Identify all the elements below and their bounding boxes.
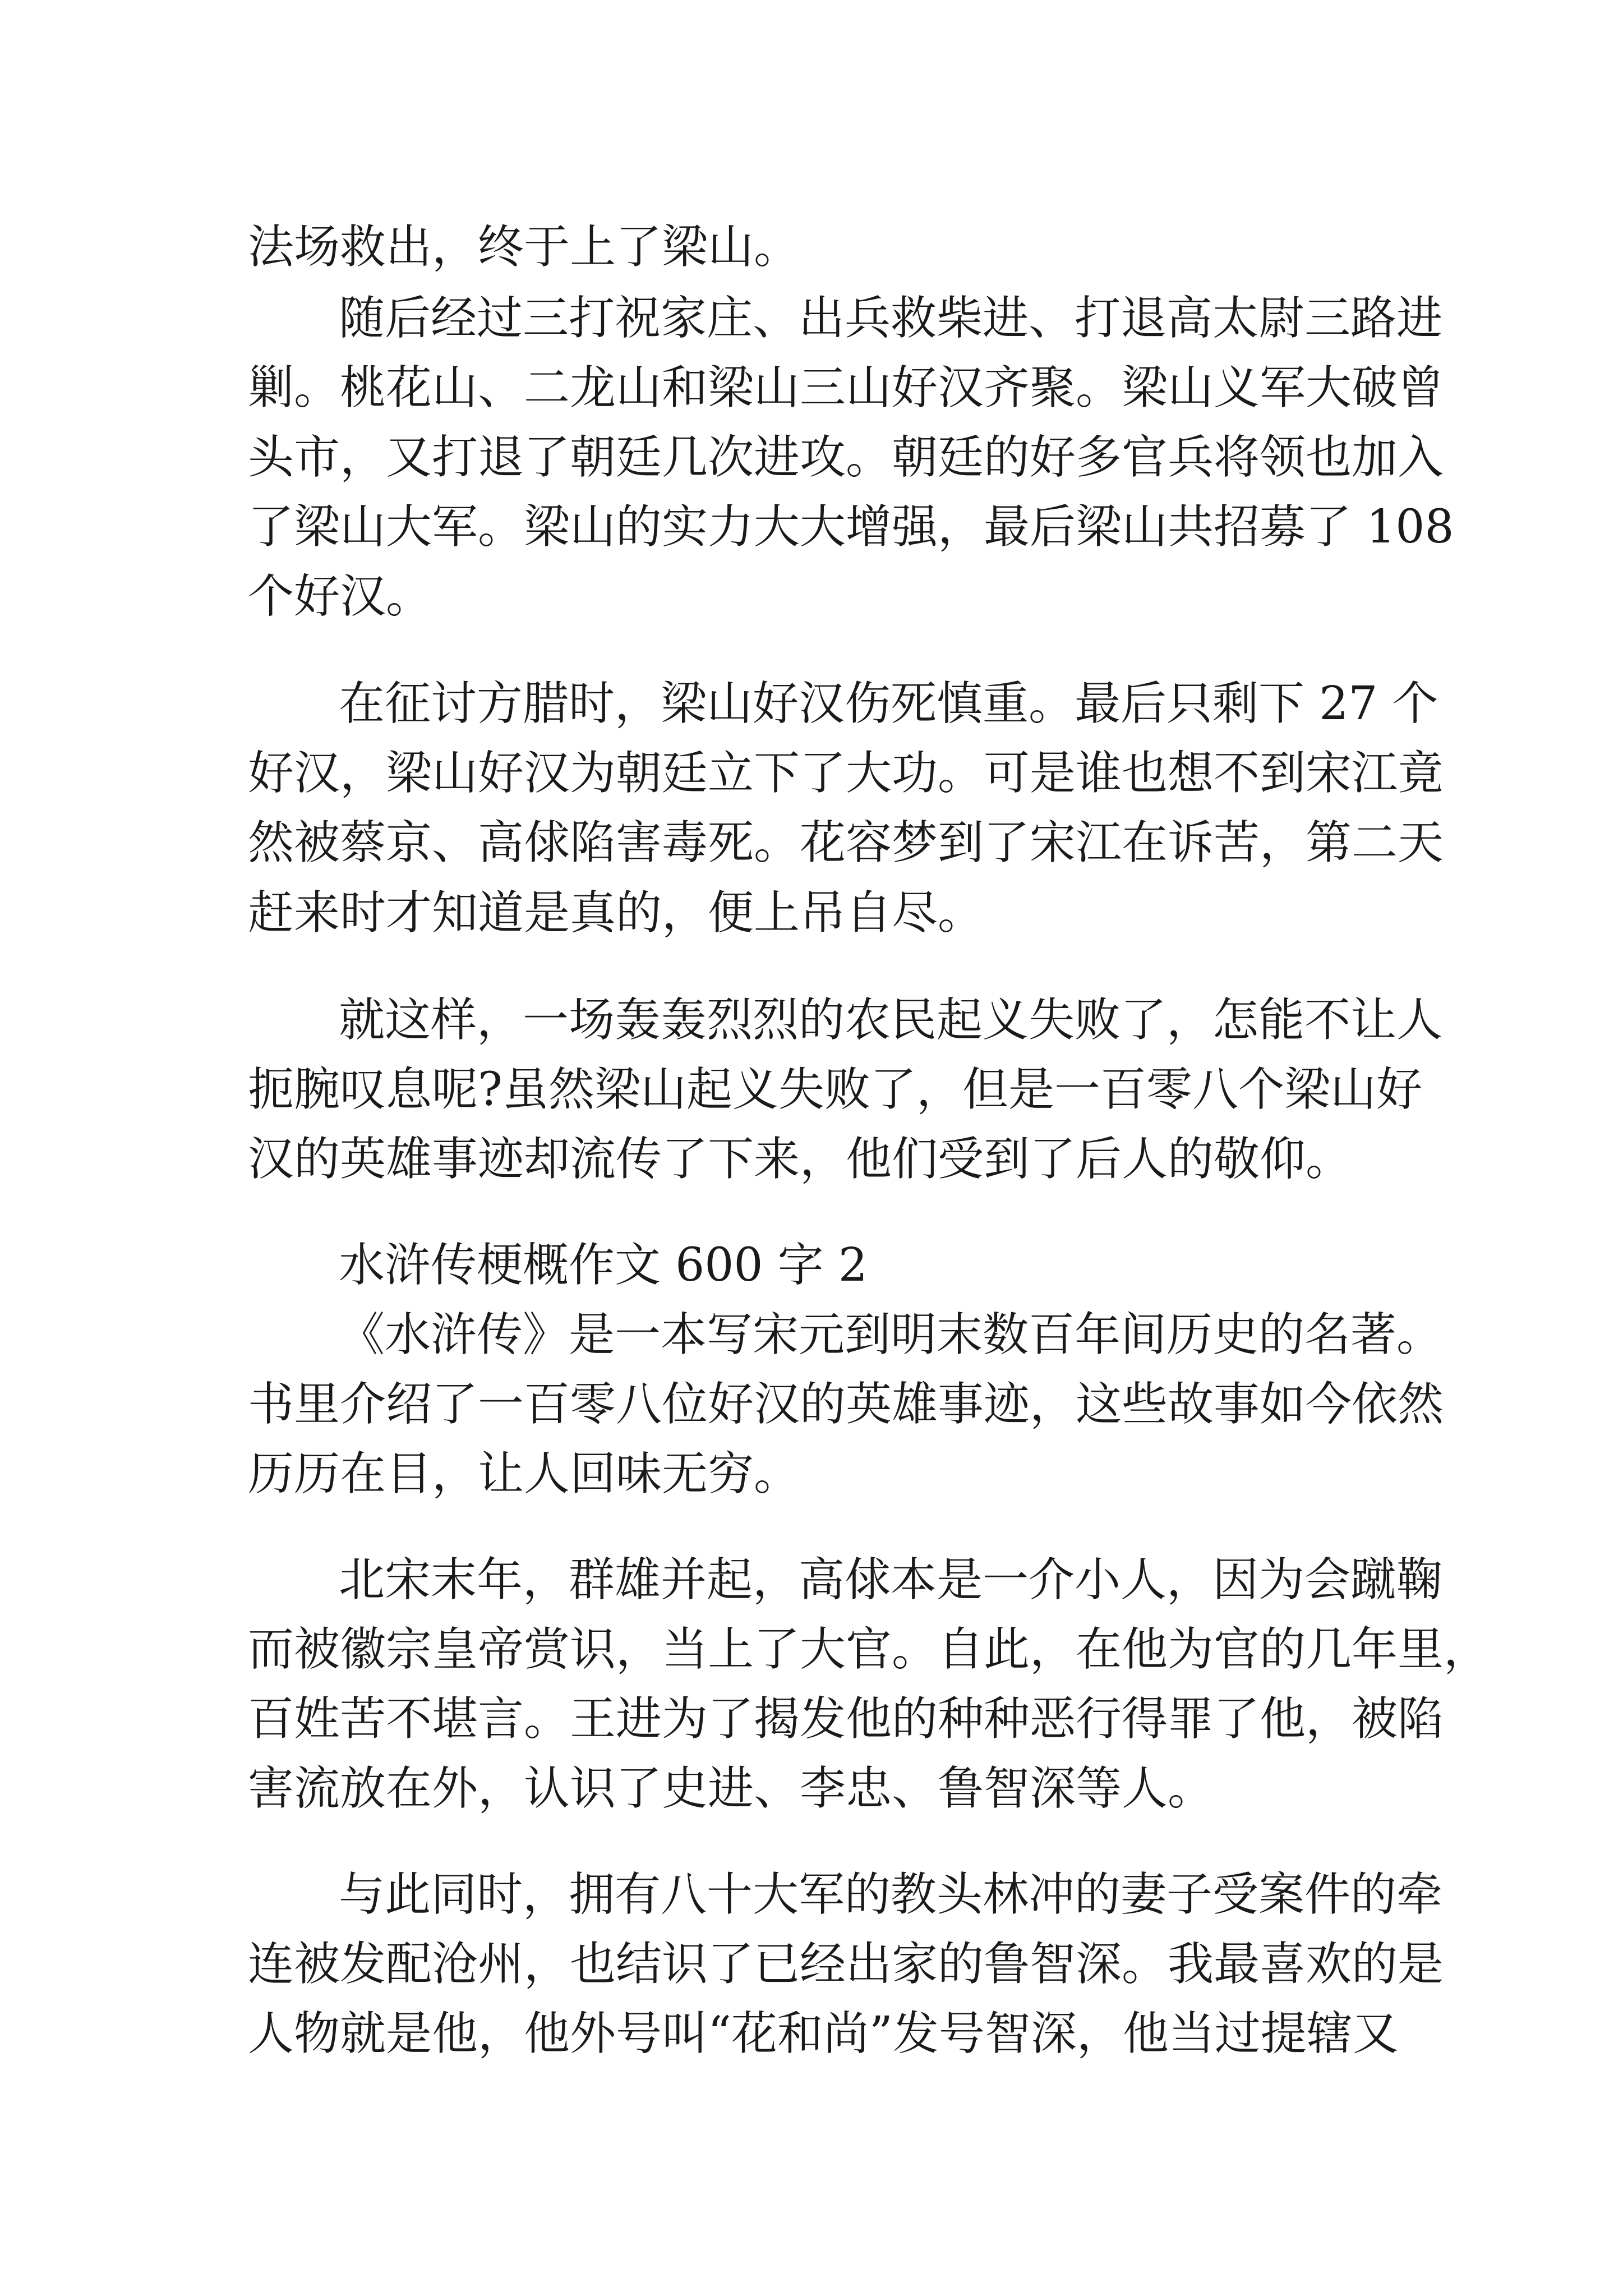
text-line: 人物就是他，他外号叫“花和尚”发号智深，他当过提辖又 [248, 2007, 1399, 2060]
paragraph-first-line: 与此同时，拥有八十大军的教头林冲的妻子受案件的牵 [339, 1868, 1443, 1921]
paragraph-first-line: 北宋末年，群雄并起，高俅本是一介小人，因为会蹴鞠 [339, 1553, 1443, 1607]
text-line: 汉的英雄事迹却流传了下来，他们受到了后人的敬仰。 [248, 1133, 1352, 1186]
paragraph-first-line: 在征讨方腊时，梁山好汉伤死慎重。最后只剩下 27 个 [339, 677, 1438, 730]
text-line: 连被发配沧州，也结识了已经出家的鲁智深。我最喜欢的是 [248, 1938, 1444, 1991]
paragraph-first-line: 随后经过三打祝家庄、出兵救柴进、打退高太尉三路进 [339, 292, 1443, 345]
section-heading: 水浒传梗概作文 600 字 2 [339, 1239, 868, 1292]
text-line: 百姓苦不堪言。王进为了揭发他的种种恶行得罪了他，被陷 [248, 1692, 1444, 1746]
paragraph-first-line: 《水浒传》是一本写宋元到明末数百年间历史的名著。 [339, 1308, 1443, 1361]
text-line: 历历在目，让人回味无穷。 [248, 1447, 800, 1501]
text-line: 头市，又打退了朝廷几次进攻。朝廷的好多官兵将领也加入 [248, 431, 1444, 484]
text-line: 书里介绍了一百零八位好汉的英雄事迹，这些故事如今依然 [248, 1378, 1444, 1431]
text-line: 害流放在外，认识了史进、李忠、鲁智深等人。 [248, 1762, 1214, 1815]
text-line: 剿。桃花山、二龙山和梁山三山好汉齐聚。梁山义军大破曾 [248, 361, 1444, 415]
text-line: 了梁山大军。梁山的实力大大增强，最后梁山共招募了 108 [248, 500, 1454, 554]
text-line: 法场救出，终于上了梁山。 [248, 220, 800, 274]
text-line: 而被徽宗皇帝赏识，当上了大官。自此，在他为官的几年里， [248, 1623, 1490, 1676]
text-line: 赶来时才知道是真的，便上吊自尽。 [248, 886, 984, 940]
paragraph-first-line: 就这样，一场轰轰烈烈的农民起义失败了，怎能不让人 [339, 993, 1443, 1047]
text-line: 然被蔡京、高俅陷害毒死。花容梦到了宋江在诉苦，第二天 [248, 816, 1444, 869]
text-line: 个好汉。 [248, 570, 432, 623]
text-line: 好汉，梁山好汉为朝廷立下了大功。可是谁也想不到宋江竟 [248, 747, 1444, 800]
text-line: 扼腕叹息呢?虽然梁山起义失败了，但是一百零八个梁山好 [248, 1063, 1422, 1116]
